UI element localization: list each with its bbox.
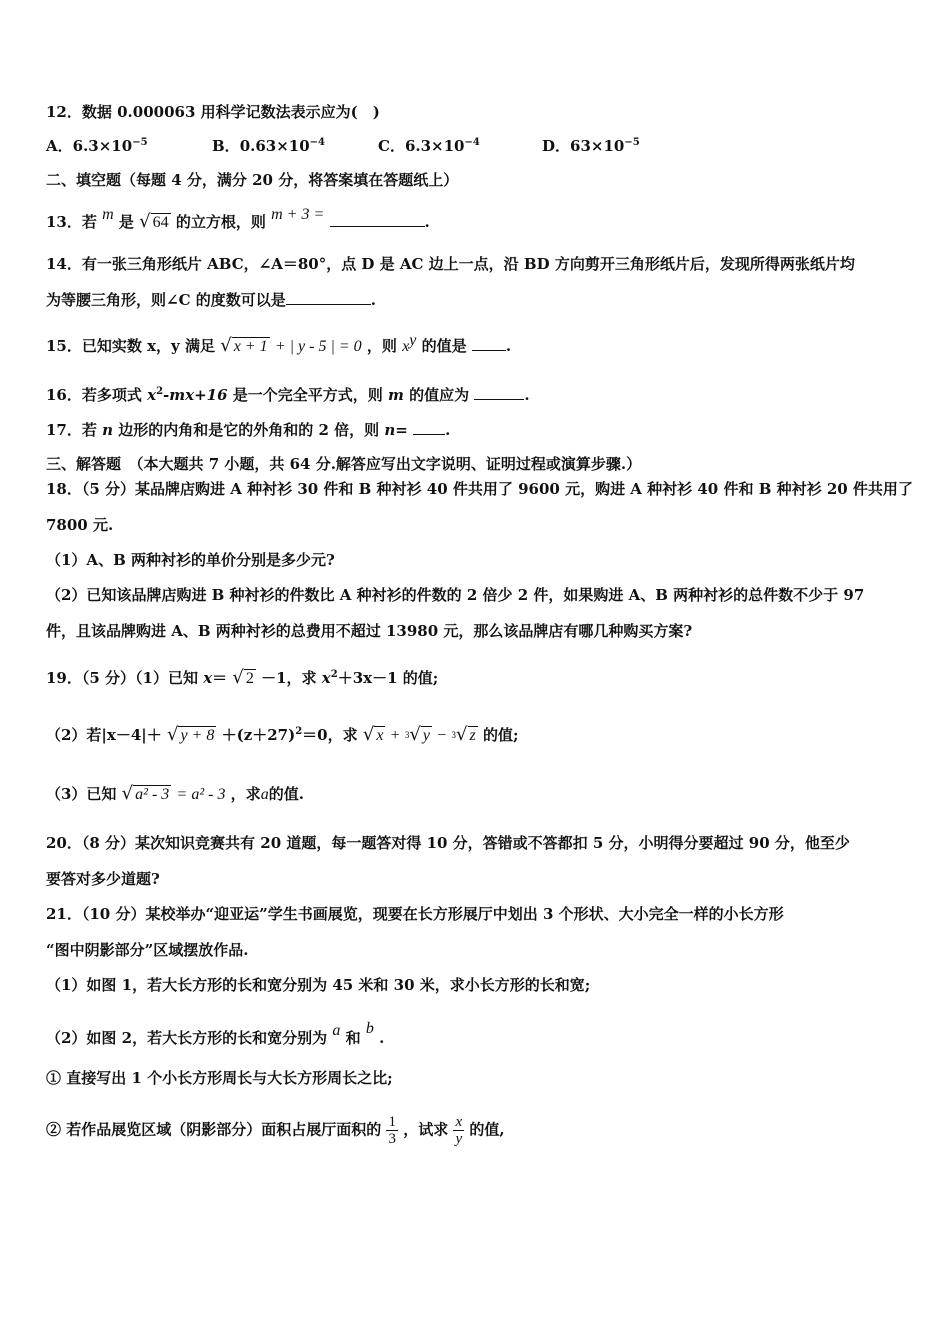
- q12-stem: 12．数据 0.000063 用科学记数法表示应为( ): [46, 103, 380, 121]
- q14-line1: 14．有一张三角形纸片 ABC，∠A＝80°，点 D 是 AC 边上一点，沿 BD 方向剪开三角形纸片后，发现所得两张纸片均: [46, 255, 855, 273]
- sqrt-64: √ 64: [139, 211, 169, 232]
- q18-sub2-line2: 件，且该品牌购进 A、B 两种衬衫的总费用不超过 13980 元，那么该品牌店有哪几种购买方案?: [46, 622, 693, 640]
- q20-line1: 20．（8 分）某次知识竞赛共有 20 道题，每一题答对得 10 分，答错或不答都扣 5 分，小明得分要超过 90 分，他至少: [46, 834, 850, 852]
- q14-answer-blank[interactable]: [286, 304, 371, 305]
- sqrt-a2-minus-3: √ a² - 3: [121, 783, 170, 804]
- q12-option-b[interactable]: B．$0.63\times 10^{-4}$: [212, 137, 326, 155]
- fraction-one-third: $\frac{1}{3}$: [388, 1114, 396, 1147]
- sqrt-x-plus-1: √ x + 1: [220, 335, 268, 356]
- q19-part1: 19．（5 分）（1）已知 x＝ √ 2 －1，求 $x^2+3x-1$ 的值;: [46, 667, 439, 688]
- section-3-heading: 三、解答题 （本大题共 7 小题，共 64 分.解答应写出文字说明、证明过程或演算步骤.）: [46, 455, 642, 473]
- q12-option-d[interactable]: D．$63\times 10^{-5}$: [542, 137, 640, 155]
- q15: 15．已知实数 x，y 满足 √ x + 1 + | y - 5 | = 0 ，则 $x^y$ 的值是 .: [46, 332, 512, 356]
- cbrt-y: $^3$√ y: [404, 724, 431, 745]
- sqrt-2: √ 2: [232, 667, 254, 688]
- q21-circle2: ② 若作品展览区域（阴影部分）面积占展厅面积的 $\frac{1}{3}$ ，试求 $\frac{x}{y}$ 的值,: [46, 1114, 505, 1147]
- q21-circle1: ① 直接写出 1 个小长方形周长与大长方形周长之比;: [46, 1069, 393, 1087]
- q17-answer-blank[interactable]: [413, 434, 445, 435]
- q13-answer-blank[interactable]: [330, 226, 425, 227]
- q21-sub1: （1）如图 1，若大长方形的长和宽分别为 45 米和 30 米，求小长方形的长和宽;: [46, 976, 591, 994]
- q21-sub2: （2）如图 2，若大长方形的长和宽分别为 a 和 b .: [46, 1020, 385, 1047]
- q16: 16．若多项式 $x^2-mx+16$ 是一个完全平方式，则 m 的值应为 .: [46, 386, 530, 404]
- q18-sub2-line1: （2）已知该品牌店购进 B 种衬衫的件数比 A 种衬衫的件数的 2 倍少 2 件，如果购进 A、B 两种衬衫的总件数不少于 97: [46, 586, 865, 604]
- sqrt-y-plus-8: √ y + 8: [166, 724, 215, 745]
- q18-line2: 7800 元.: [46, 516, 114, 534]
- q19-part3: （3）已知 √ a² - 3 = a² - 3 ，求a的值.: [46, 783, 304, 804]
- sqrt-x: √ x: [362, 724, 384, 745]
- q21-line1: 21．（10 分）某校举办“迎亚运”学生书画展览，现要在长方形展厅中划出 3 个形状、大小完全一样的小长方形: [46, 905, 784, 923]
- q12-option-c[interactable]: C．$6.3\times 10^{-4}$: [378, 137, 480, 155]
- q18-line1: 18．（5 分）某品牌店购进 A 种衬衫 30 件和 B 种衬衫 40 件共用了 9600 元，购进 A 种衬衫 40 件和 B 种衬衫 20 件共用了: [46, 480, 913, 498]
- q21-line2: “图中阴影部分”区域摆放作品.: [46, 941, 249, 959]
- q13: 13．若 m 是 √ 64 的立方根，则 m + 3 = .: [46, 206, 430, 232]
- q16-answer-blank[interactable]: [474, 399, 524, 400]
- fraction-x-over-y: $\frac{x}{y}$: [455, 1114, 463, 1147]
- q20-line2: 要答对多少道题?: [46, 870, 160, 888]
- q17: 17．若 n 边形的内角和是它的外角和的 2 倍，则 n= .: [46, 421, 451, 439]
- q12-option-a[interactable]: A．$6.3\times 10^{-5}$: [46, 137, 148, 155]
- q18-sub1: （1）A、B 两种衬衫的单价分别是多少元?: [46, 551, 335, 569]
- section-2-heading: 二、填空题（每题 4 分，满分 20 分，将答案填在答题纸上）: [46, 171, 459, 189]
- q14-line2: 为等腰三角形，则∠C 的度数可以是 .: [46, 291, 376, 309]
- q19-part2: （2）若|x－4|＋ √ $y + 8 +(z+27)^2=0$，求 √ x + $^3$√ y − $^3$√ z 的值;: [46, 724, 519, 745]
- q15-answer-blank[interactable]: [472, 350, 506, 351]
- cbrt-z: $^3$√ z: [451, 724, 476, 745]
